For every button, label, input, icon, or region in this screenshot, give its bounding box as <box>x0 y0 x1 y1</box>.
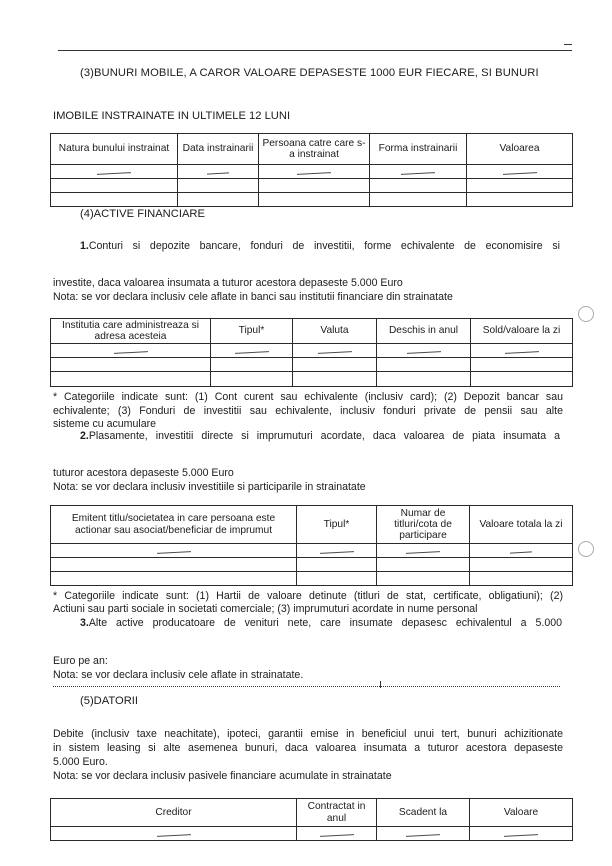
section5-line1: Debite (inclusiv taxe neachitate), ipoteci, garantii emise in beneficiul unui tert, bunuri achizitionate <box>53 728 563 740</box>
table-cell <box>471 358 573 372</box>
table-cell <box>467 179 573 193</box>
item3-number: 3. <box>80 617 89 629</box>
handwritten-dash <box>406 834 440 837</box>
s3-header-forma: Forma instrainarii <box>370 134 467 165</box>
table-cell <box>51 179 178 193</box>
item1-footnote-line1: * Categoriile indicate sunt: (1) Cont curent sau echivalente (inclusiv card); (2) Depozit bancar sau <box>53 391 563 403</box>
handwritten-dash <box>156 834 190 837</box>
table-cell <box>297 827 377 841</box>
i2-header-tipul: Tipul* <box>297 506 377 544</box>
table-cell <box>178 179 259 193</box>
handwritten-dash <box>401 172 435 175</box>
item2-line2: tuturor acestora depaseste 5.000 Euro <box>53 467 234 479</box>
section5-table <box>50 798 573 841</box>
handwritten-dash <box>406 351 440 354</box>
handwritten-dash <box>319 551 353 554</box>
table-cell <box>471 344 573 358</box>
section3-title-line1: (3)BUNURI MOBILE, A CAROR VALOARE DEPASESTE 1000 EUR FIECARE, SI BUNURI <box>80 67 539 79</box>
item2-table <box>50 505 573 586</box>
s3-header-natura: Natura bunului instrainat <box>51 134 178 165</box>
s3-header-valoarea: Valoarea <box>467 134 573 165</box>
table-cell <box>211 372 293 387</box>
item1-line1 <box>80 240 560 252</box>
i1-header-tipul: Tipul* <box>211 319 293 344</box>
i1-header-valuta: Valuta <box>293 319 377 344</box>
item1-table <box>50 318 573 387</box>
item3-line2: Euro pe an: <box>53 655 108 667</box>
table-cell <box>377 344 471 358</box>
table-cell <box>293 372 377 387</box>
table-cell <box>470 827 573 841</box>
item2-number: 2. <box>80 430 89 442</box>
table-cell <box>211 344 293 358</box>
binder-hole-top <box>578 306 594 322</box>
handwritten-dash <box>319 834 353 837</box>
table-row <box>51 344 573 358</box>
table-cell <box>259 179 370 193</box>
table-cell <box>293 344 377 358</box>
table-row <box>51 358 573 372</box>
table-cell <box>370 193 467 207</box>
handwritten-dash <box>406 551 440 554</box>
s5-header-contractat: Contractat in anul <box>297 799 377 827</box>
table-cell <box>51 544 297 558</box>
s5-header-valoare: Valoare <box>470 799 573 827</box>
s3-header-data: Data instrainarii <box>178 134 259 165</box>
table-cell <box>297 544 377 558</box>
table-cell <box>51 558 297 572</box>
handwritten-dash <box>504 351 538 354</box>
table-cell <box>377 372 471 387</box>
table-cell <box>470 544 573 558</box>
handwritten-dash <box>297 172 331 175</box>
separator-tick <box>380 681 381 688</box>
s5-header-scadent: Scadent la <box>377 799 470 827</box>
section5-title: (5)DATORII <box>80 695 139 707</box>
item3-note: Nota: se vor declara inclusiv cele aflate in strainatate. <box>53 669 304 681</box>
handwritten-dash <box>113 351 147 354</box>
i1-header-institutia: Institutia care administreaza si adresa acesteia <box>51 319 211 344</box>
item2-line1 <box>80 430 560 442</box>
table-cell <box>211 358 293 372</box>
i1-header-sold: Sold/valoare la zi <box>471 319 573 344</box>
table-cell <box>51 193 178 207</box>
table-cell <box>467 193 573 207</box>
handwritten-dash <box>502 172 536 175</box>
table-cell <box>259 165 370 179</box>
top-table-rule <box>58 50 572 51</box>
table-cell <box>51 372 211 387</box>
i2-header-emitent: Emitent titlu/societatea in care persoana este actionar sau asociat/beneficiar de imprumut <box>51 506 297 544</box>
binder-hole-bottom <box>578 541 594 557</box>
item1-number: 1. <box>80 240 89 252</box>
table-cell <box>297 572 377 586</box>
table-row <box>51 558 573 572</box>
handwritten-dash <box>510 551 532 553</box>
dotted-separator <box>53 686 560 687</box>
table-cell <box>370 165 467 179</box>
table-cell <box>377 358 471 372</box>
section5-line3: 5.000 Euro. <box>53 756 108 768</box>
table-cell <box>467 165 573 179</box>
item1-line2: investite, daca valoarea insumata a tuturor acestora depaseste 5.000 Euro <box>53 277 403 289</box>
item1-footnote-line2: echivalente; (3) Fonduri de investitii sau echivalente, inclusiv fonduri private de pensii sau alte <box>53 405 563 417</box>
table-row <box>51 827 573 841</box>
table-cell <box>178 193 259 207</box>
section3-title-line2: IMOBILE INSTRAINATE IN ULTIMELE 12 LUNI <box>53 110 291 122</box>
item3-text: Alte active producatoare de venituri nete, care insumate depasesc echivalentul a 5.000 <box>88 617 562 629</box>
handwritten-dash <box>234 351 268 354</box>
handwritten-dash <box>156 551 190 554</box>
table-cell <box>377 572 470 586</box>
table-cell <box>370 179 467 193</box>
table-cell <box>377 827 470 841</box>
table-cell <box>51 165 178 179</box>
table-cell <box>51 344 211 358</box>
table-row <box>51 544 573 558</box>
top-rule-right-tick <box>564 44 572 45</box>
item1-note: Nota: se vor declara inclusiv cele aflate in banci sau institutii financiare din strainatate <box>53 291 453 303</box>
section5-note: Nota: se vor declara inclusiv pasivele financiare acumulate in strainatate <box>53 770 392 782</box>
table-cell <box>51 572 297 586</box>
table-cell <box>293 358 377 372</box>
item2-text: Plasamente, investitii directe si imprumuturi acordate, daca valoarea de piata insumata a <box>88 430 560 442</box>
table-row <box>51 572 573 586</box>
section5-line2: in sistem leasing si alte asemenea bunuri, daca valoarea insumata a tuturor acestora depaseste <box>53 742 563 754</box>
item2-note: Nota: se vor declara inclusiv investitiile si participarile in strainatate <box>53 481 366 493</box>
section3-table <box>50 133 573 207</box>
table-row <box>51 165 573 179</box>
table-cell <box>377 544 470 558</box>
handwritten-dash <box>97 172 131 175</box>
table-cell <box>51 358 211 372</box>
i1-header-deschis: Deschis in anul <box>377 319 471 344</box>
item1-text: Conturi si depozite bancare, fonduri de investitii, forme echivalente de economisire si <box>88 240 560 252</box>
i2-header-valoare: Valoare totala la zi <box>470 506 573 544</box>
handwritten-dash <box>207 172 229 174</box>
section4-title: (4)ACTIVE FINANCIARE <box>80 208 205 220</box>
table-cell <box>470 558 573 572</box>
s3-header-persoana: Persoana catre care s-a instrainat <box>259 134 370 165</box>
table-cell <box>470 572 573 586</box>
item2-footnote-line2: Actiuni sau parti sociale in societati comerciale; (3) imprumuturi acordate in nume personal <box>53 603 478 615</box>
table-cell <box>259 193 370 207</box>
table-row <box>51 179 573 193</box>
item1-footnote-line3: sisteme cu acumulare <box>53 418 157 430</box>
i2-header-numar: Numar de titluri/cota de participare <box>377 506 470 544</box>
handwritten-dash <box>504 834 538 837</box>
s5-header-creditor: Creditor <box>51 799 297 827</box>
handwritten-dash <box>317 351 351 354</box>
table-row <box>51 193 573 207</box>
item2-footnote-line1: * Categoriile indicate sunt: (1) Hartii de valoare detinute (titluri de stat, certificate, obligatiuni); (2) <box>53 590 563 602</box>
table-cell <box>377 558 470 572</box>
table-cell <box>51 827 297 841</box>
table-cell <box>178 165 259 179</box>
table-cell <box>471 372 573 387</box>
table-row <box>51 372 573 387</box>
item3-line1 <box>80 617 562 629</box>
table-cell <box>297 558 377 572</box>
